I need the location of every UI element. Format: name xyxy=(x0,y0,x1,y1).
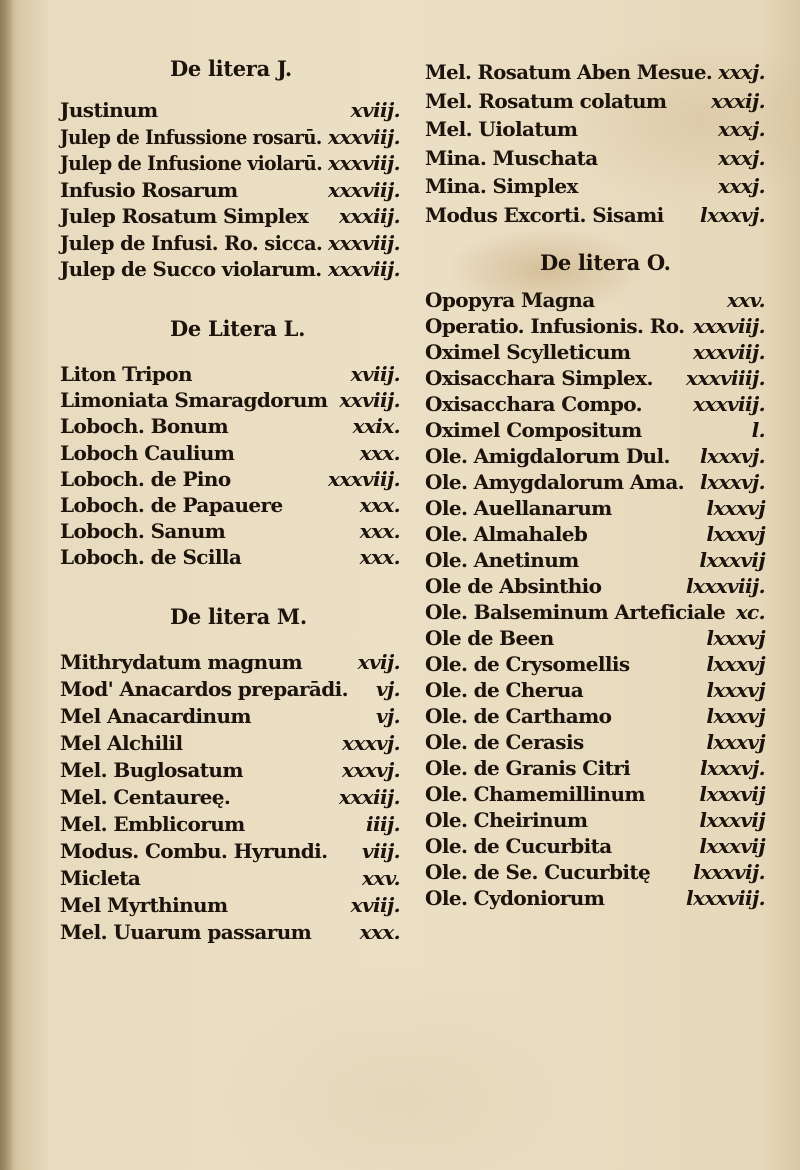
entry-name: Mel Anacardinum xyxy=(60,704,251,728)
entry-folio-reference: xxx. xyxy=(359,519,400,544)
index-entry xyxy=(60,491,400,519)
entry-name: Mel Alchilil xyxy=(60,731,183,755)
entry-name: Mithrydatum magnum xyxy=(60,650,303,674)
entry-folio-reference: xxxj. xyxy=(718,60,765,84)
entry-name: Ole de Been xyxy=(425,626,554,650)
entry-folio-reference: xxix. xyxy=(352,414,400,439)
entry-name: Ole. Auellanarum xyxy=(425,496,612,520)
entry-name: Micleta xyxy=(60,866,141,890)
index-entry xyxy=(60,756,400,784)
index-entry xyxy=(425,702,765,730)
index-entry xyxy=(425,598,765,626)
entry-folio-reference: vj. xyxy=(375,704,400,728)
section-heading: De litera J. xyxy=(170,56,292,81)
index-entry xyxy=(425,286,765,314)
index-entry xyxy=(425,546,765,574)
section-heading: De Litera L. xyxy=(170,316,306,341)
entry-folio-reference: xxxj. xyxy=(718,117,765,141)
index-entry xyxy=(60,202,400,230)
section-heading: De litera M. xyxy=(170,604,307,629)
index-entry xyxy=(60,891,400,919)
entry-folio-reference: lxxxvj. xyxy=(700,756,765,780)
entry-name: Modus. Combu. Hyrundi. xyxy=(60,839,328,863)
index-entry xyxy=(60,439,400,467)
entry-name: Ole. Amigdalorum Dul. xyxy=(425,444,670,468)
entry-name: Oximel Compositum xyxy=(425,418,642,442)
index-entry xyxy=(60,123,400,151)
entry-folio-reference: xxxj. xyxy=(718,145,765,170)
entry-folio-reference: xxxviiij. xyxy=(686,366,765,390)
entry-folio-reference: xxxviij. xyxy=(328,230,400,255)
entry-folio-reference: xxxviij. xyxy=(328,177,400,202)
entry-folio-reference: xxxiij. xyxy=(339,204,400,228)
entry-folio-reference: xviij. xyxy=(350,893,400,917)
entry-name: Mel. Rosatum colatum xyxy=(425,88,667,113)
index-entry xyxy=(60,517,400,545)
index-entry xyxy=(425,676,765,704)
entry-name: Ole de Absinthio xyxy=(425,574,602,598)
index-entry xyxy=(60,149,400,177)
entry-name: Infusio Rosarum xyxy=(60,177,238,202)
entry-folio-reference: xxxviij. xyxy=(328,466,400,491)
index-entry xyxy=(425,754,765,782)
index-entry xyxy=(60,864,400,892)
entry-folio-reference: l. xyxy=(751,418,765,442)
entry-name: Mel Myrthinum xyxy=(60,893,228,917)
entry-name: Ole. Balseminum Arteficiale xyxy=(425,600,726,624)
index-entry xyxy=(60,648,400,676)
entry-folio-reference: xxxviij. xyxy=(328,257,400,281)
index-entry xyxy=(425,338,765,366)
index-entry xyxy=(60,837,400,865)
entry-name: Modus Excorti. Sisami xyxy=(425,202,664,227)
index-entry xyxy=(425,144,765,172)
entry-folio-reference: xxxj. xyxy=(718,174,765,198)
entry-name: Ole. Cheirinum xyxy=(425,808,588,832)
index-entry xyxy=(425,858,765,886)
entry-name: Oxisacchara Simplex. xyxy=(425,366,653,390)
index-entry xyxy=(60,810,400,838)
entry-folio-reference: lxxxviij. xyxy=(686,574,765,598)
index-entry xyxy=(425,572,765,600)
entry-name: Mina. Muschata xyxy=(425,145,598,170)
entry-name: Ole. Cydoniorum xyxy=(425,886,605,910)
entry-name: Ole. de Cucurbita xyxy=(425,834,612,858)
entry-folio-reference: lxxxvij xyxy=(699,808,765,832)
entry-folio-reference: xvij. xyxy=(357,650,400,674)
section-heading: De litera O. xyxy=(540,250,671,275)
entry-folio-reference: lxxxvij xyxy=(699,834,765,858)
entry-name: Loboch. de Papauere xyxy=(60,493,283,517)
entry-folio-reference: lxxxvj. xyxy=(700,202,765,227)
entry-folio-reference: lxxxvj. xyxy=(700,470,765,494)
entry-folio-reference: lxxxvj xyxy=(706,678,765,702)
entry-name: Loboch. de Pino xyxy=(60,466,231,491)
entry-folio-reference: xxxvj. xyxy=(342,731,400,755)
entry-folio-reference: xxv. xyxy=(726,288,765,312)
entry-folio-reference: xxx. xyxy=(359,545,400,570)
entry-folio-reference: xxx. xyxy=(359,440,400,465)
page-gutter-shadow xyxy=(0,0,14,1170)
index-entry xyxy=(60,675,400,703)
entry-name: Oximel Scylleticum xyxy=(425,340,631,364)
entry-name: Limoniata Smaragdorum xyxy=(60,388,328,413)
index-entry xyxy=(425,520,765,548)
entry-name: Oxisacchara Compo. xyxy=(425,392,643,416)
entry-folio-reference: xxxviij. xyxy=(693,340,765,364)
index-entry xyxy=(60,176,400,204)
entry-name: Ole. de Carthamo xyxy=(425,704,612,728)
entry-folio-reference: lxxxvj xyxy=(706,626,765,650)
entry-name: Mina. Simplex xyxy=(425,174,578,198)
entry-folio-reference: lxxxviij. xyxy=(686,886,765,910)
index-entry xyxy=(60,386,400,414)
index-entry xyxy=(60,918,400,946)
index-entry xyxy=(60,783,400,811)
entry-folio-reference: lxxxvj xyxy=(706,652,765,676)
entry-name: Ole. de Cherua xyxy=(425,678,584,702)
entry-name: Loboch. Sanum xyxy=(60,519,226,544)
entry-folio-reference: lxxxvj xyxy=(706,522,765,546)
entry-folio-reference: xxviij. xyxy=(339,388,400,413)
index-entry xyxy=(425,728,765,756)
index-entry xyxy=(60,702,400,730)
index-entry xyxy=(425,58,765,86)
entry-name: Mod' Anacardos preparādi. xyxy=(60,677,349,701)
entry-folio-reference: lxxxvj xyxy=(706,730,765,754)
entry-name: Ole. Almahaleb xyxy=(425,522,588,546)
entry-name: Ole. Amygdalorum Ama. xyxy=(425,470,685,494)
entry-folio-reference: xxxij. xyxy=(711,88,765,113)
entry-folio-reference: iiij. xyxy=(366,812,400,836)
entry-folio-reference: xxxiij. xyxy=(339,785,400,809)
index-entry xyxy=(425,780,765,808)
entry-name: Ole. de Crysomellis xyxy=(425,652,630,676)
entry-name: Julep Rosatum Simplex xyxy=(60,204,309,228)
index-entry xyxy=(425,390,765,418)
index-entry xyxy=(60,729,400,757)
entry-name: Julep de Infussione rosarū. xyxy=(60,124,322,149)
entry-name: Julep de Succo violarum. xyxy=(60,257,322,281)
entry-folio-reference: xviij. xyxy=(350,362,400,386)
entry-folio-reference: xxxviij. xyxy=(328,151,400,175)
entry-name: Opopyra Magna xyxy=(425,288,595,312)
entry-folio-reference: lxxxvij. xyxy=(693,860,765,884)
entry-folio-reference: lxxxvij xyxy=(699,782,765,806)
entry-folio-reference: lxxxvj. xyxy=(700,444,765,468)
entry-name: Loboch Caulium xyxy=(60,440,235,465)
entry-name: Ole. Anetinum xyxy=(425,548,579,572)
entry-name: Ole. de Se. Cucurbitę xyxy=(425,860,651,884)
index-entry xyxy=(60,229,400,257)
entry-folio-reference: viij. xyxy=(361,839,400,863)
entry-folio-reference: xviij. xyxy=(350,98,400,122)
entry-folio-reference: xxxviij. xyxy=(328,124,400,149)
index-entry xyxy=(60,255,400,283)
index-entry xyxy=(425,87,765,115)
index-entry xyxy=(425,624,765,652)
entry-name: Ole. Chamemillinum xyxy=(425,782,645,806)
entry-name: Justinum xyxy=(60,98,158,122)
index-entry xyxy=(425,884,765,912)
index-entry xyxy=(60,465,400,493)
entry-folio-reference: xxxviij. xyxy=(693,314,765,338)
entry-name: Loboch. Bonum xyxy=(60,414,229,439)
entry-folio-reference: vj. xyxy=(375,677,400,701)
entry-name: Mel. Emblicorum xyxy=(60,812,245,836)
index-entry xyxy=(60,543,400,571)
entry-name: Mel. Centaureę. xyxy=(60,785,231,809)
entry-folio-reference: xxxviij. xyxy=(693,392,765,416)
index-entry xyxy=(60,412,400,440)
index-entry xyxy=(425,416,765,444)
entry-folio-reference: lxxxvj xyxy=(706,496,765,520)
entry-name: Ole. de Cerasis xyxy=(425,730,584,754)
index-entry xyxy=(60,360,400,388)
entry-folio-reference: xxx. xyxy=(359,920,400,944)
index-entry xyxy=(425,650,765,678)
entry-folio-reference: xxv. xyxy=(361,866,400,890)
index-entry xyxy=(425,494,765,522)
entry-name: Ole. de Granis Citri xyxy=(425,756,631,780)
entry-folio-reference: xxx. xyxy=(359,493,400,517)
index-entry xyxy=(425,468,765,496)
entry-name: Operatio. Infusionis. Ro. xyxy=(425,314,685,338)
entry-name: Mel. Uuarum passarum xyxy=(60,920,312,944)
entry-name: Liton Tripon xyxy=(60,362,192,386)
entry-name: Mel. Uiolatum xyxy=(425,117,578,141)
index-entry xyxy=(60,96,400,124)
entry-name: Julep de Infusione violarū. xyxy=(60,151,323,175)
index-entry xyxy=(425,172,765,200)
entry-name: Julep de Infusi. Ro. sicca. xyxy=(60,230,323,255)
index-entry xyxy=(425,312,765,340)
entry-name: Mel. Buglosatum xyxy=(60,758,243,782)
entry-folio-reference: lxxxvij xyxy=(699,548,765,572)
index-entry xyxy=(425,201,765,229)
entry-folio-reference: xc. xyxy=(735,600,765,624)
index-entry xyxy=(425,364,765,392)
index-entry xyxy=(425,115,765,143)
entry-folio-reference: lxxxvj xyxy=(706,704,765,728)
index-entry xyxy=(425,442,765,470)
index-entry xyxy=(425,806,765,834)
entry-name: Loboch. de Scilla xyxy=(60,545,242,570)
index-entry xyxy=(425,832,765,860)
entry-folio-reference: xxxvj. xyxy=(342,758,400,782)
entry-name: Mel. Rosatum Aben Mesue. xyxy=(425,60,713,84)
